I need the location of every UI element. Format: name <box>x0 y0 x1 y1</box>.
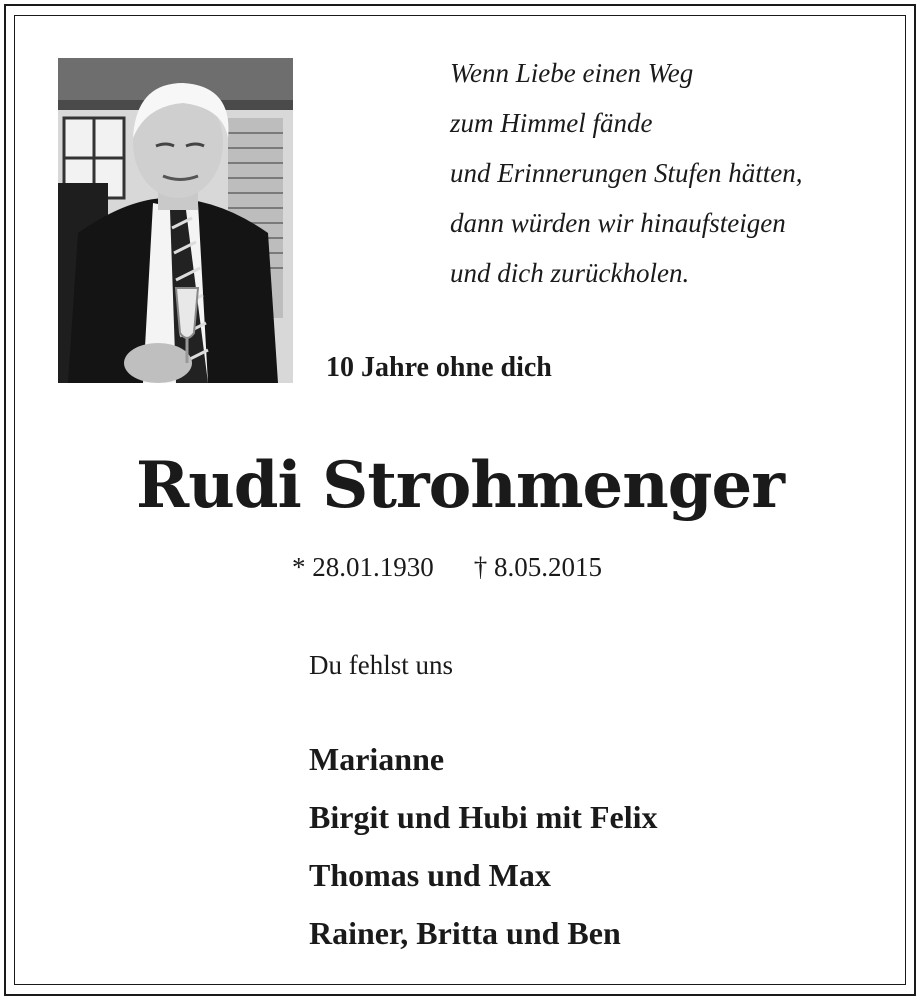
death-date: † 8.05.2015 <box>473 552 602 582</box>
closing-text: Du fehlst uns <box>309 650 453 680</box>
anniversary-text: 10 Jahre ohne dich <box>326 352 552 383</box>
poem <box>450 48 890 298</box>
poem-line: Wenn Liebe einen Weg <box>450 58 694 88</box>
poem-line: dann würden wir hinaufsteigen <box>450 208 786 238</box>
poem-line: und Erinnerungen Stufen hätten, <box>450 158 803 188</box>
family-member: Birgit und Hubi mit Felix <box>309 799 658 835</box>
poem-line: zum Himmel fände <box>450 108 653 138</box>
family-member: Marianne <box>309 741 445 777</box>
portrait-photo <box>58 58 293 383</box>
family-member: Thomas und Max <box>309 857 551 893</box>
deceased-name: Rudi Strohmenger <box>136 448 784 523</box>
portrait-photo-icon <box>58 58 293 383</box>
poem-line: und dich zurückholen. <box>450 258 690 288</box>
life-dates <box>292 552 602 583</box>
family-member: Rainer, Britta und Ben <box>309 915 621 951</box>
family-list <box>309 730 657 962</box>
birth-date: * 28.01.1930 <box>292 552 434 582</box>
